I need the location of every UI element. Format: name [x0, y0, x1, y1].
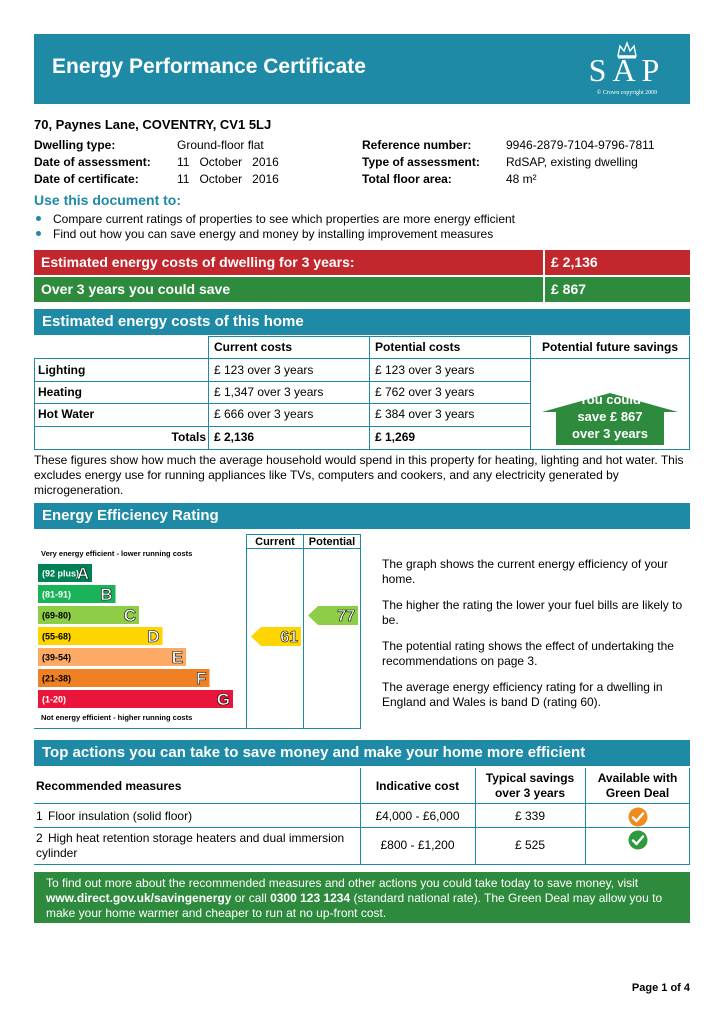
table-rule: [208, 336, 209, 450]
table-rule: [369, 336, 370, 450]
info-label: Total floor area:: [362, 172, 452, 186]
bullet-icon: [36, 216, 41, 221]
use-document-list: [34, 212, 515, 242]
info-label: Date of certificate:: [34, 172, 139, 186]
col-potential-label: Potential: [308, 536, 356, 548]
band-letter: A: [76, 564, 89, 583]
list-item-text: Compare current ratings of properties to see which properties are more energy efficient: [53, 212, 516, 226]
save-cost-bar: [34, 277, 690, 302]
footer-phone: 0300 123 1234: [270, 891, 351, 905]
bottom-caption: Not energy efficient - higher running costs: [41, 713, 193, 722]
footer-text: To find out more about the recommended measures and other actions you could take today to save money, visit: [46, 876, 639, 890]
rating-section-title: Energy Efficiency Rating: [34, 503, 690, 529]
measure-name-cont: cylinder: [36, 846, 78, 860]
info-row: [34, 138, 690, 155]
rating-description: [382, 557, 692, 721]
total-potential: £ 1,269: [375, 430, 416, 444]
estimated-cost-bar: [34, 250, 690, 275]
info-value: 48 m²: [506, 172, 537, 186]
potential-rating-value: 77: [337, 608, 355, 625]
info-value: RdSAP, existing dwelling: [506, 155, 638, 169]
info-value: 11 October 2016: [177, 155, 279, 169]
table-rule: [530, 358, 690, 359]
info-row: [34, 172, 690, 189]
current-cost: £ 123 over 3 years: [214, 363, 314, 377]
footer-text: make your home warmer and cheaper to run at no up-front cost.: [46, 906, 387, 920]
band-range: (69-80): [42, 610, 72, 621]
info-value: 11 October 2016: [177, 172, 279, 186]
band-range: (1-20): [42, 694, 67, 705]
list-item: [34, 212, 515, 227]
footer-info: [34, 872, 690, 923]
copyright-text: © Crown copyright 2009: [596, 90, 658, 96]
info-label: Date of assessment:: [34, 155, 151, 169]
costs-explanation: These figures show how much the average household would spend in this property for heating, lighting and hot water. This excludes energy use for running appliances like TVs, computers and cookers, and any electricity generated by microgeneration.: [34, 453, 684, 497]
potential-cost: £ 123 over 3 years: [375, 363, 475, 377]
list-item: [34, 227, 515, 242]
rating-desc-para: The graph shows the current energy efficiency of your home.: [382, 557, 668, 586]
estimated-cost-value: £ 2,136: [545, 250, 690, 275]
header-potential-costs: Potential costs: [375, 340, 461, 354]
measure-number: 2: [36, 831, 43, 845]
info-label: Dwelling type:: [34, 138, 116, 152]
savings-line: You could: [579, 392, 641, 407]
info-label: Reference number:: [362, 138, 472, 152]
info-value: Ground-floor flat: [177, 138, 264, 152]
use-document-title: Use this document to:: [34, 192, 182, 208]
header-current-costs: Current costs: [214, 340, 293, 354]
band-letter: B: [100, 585, 113, 604]
row-label: Hot Water: [38, 407, 95, 421]
current-cost: £ 1,347 over 3 years: [214, 385, 324, 399]
band-letter: C: [123, 606, 136, 625]
measure-cost: £800 - £1,200: [380, 838, 455, 852]
measure-name: High heat retention storage heaters and dual immersion: [48, 831, 345, 845]
rating-desc-para: The higher the rating the lower your fuel bills are likely to be.: [382, 598, 683, 627]
footer-text: (standard national rate). The Green Deal may allow you to: [350, 891, 663, 905]
table-rule: [34, 449, 690, 450]
total-current: £ 2,136: [214, 430, 255, 444]
band-g: [38, 690, 233, 708]
savings-line: save £ 867: [577, 409, 643, 424]
potential-cost: £ 762 over 3 years: [375, 385, 475, 399]
measure-number: 1: [36, 809, 43, 823]
property-info: [34, 138, 690, 189]
current-rating-value: 61: [280, 629, 298, 646]
row-label: Lighting: [38, 363, 86, 377]
band-range: (55-68): [42, 631, 72, 642]
band-range: (92 plus): [42, 568, 80, 579]
measure-name: Floor insulation (solid floor): [48, 809, 193, 823]
header-green-line: Available with: [597, 771, 678, 785]
totals-label: Totals: [171, 430, 206, 444]
header-future-savings: Potential future savings: [541, 340, 679, 354]
savings-callout: [540, 391, 680, 442]
measure-saving: £ 339: [514, 809, 546, 823]
col-current-label: Current: [255, 536, 295, 548]
property-address: 70, Paynes Lane, COVENTRY, CV1 5LJ: [34, 117, 272, 132]
estimated-cost-label: Estimated energy costs of dwelling for 3 years:: [34, 250, 543, 275]
green-check-icon: [628, 830, 648, 850]
potential-cost: £ 384 over 3 years: [375, 407, 475, 421]
measure-saving: £ 525: [514, 838, 546, 852]
band-range: (21-38): [42, 673, 72, 684]
row-label: Heating: [38, 385, 83, 399]
footer-text: or call: [231, 891, 271, 905]
band-letter: E: [171, 648, 183, 667]
header-savings: [475, 771, 585, 801]
savings-line: over 3 years: [572, 426, 648, 441]
band-letter: G: [216, 690, 230, 709]
footer-url-link[interactable]: www.direct.gov.uk/savingenergy: [46, 891, 232, 905]
table-rule: [34, 803, 690, 804]
header-savings-line: Typical savings: [485, 771, 575, 785]
rating-bands: [38, 564, 233, 709]
header-green-line: Green Deal: [605, 786, 670, 800]
info-value: 9946-2879-7104-9796-7811: [506, 138, 655, 152]
header-cost: Indicative cost: [375, 779, 460, 793]
rating-markers: [251, 606, 358, 646]
header-banner: [34, 34, 690, 104]
rating-desc-para: The average energy efficiency rating for a dwelling in England and Wales is band D (rating 60).: [382, 680, 663, 709]
table-rule: [34, 864, 690, 865]
band-letter: D: [147, 627, 160, 646]
header-savings-line: over 3 years: [494, 786, 566, 800]
save-cost-value: £ 867: [545, 277, 690, 302]
sap-logo: [582, 40, 672, 100]
save-cost-label: Over 3 years you could save: [34, 277, 543, 302]
measure-cost: £4,000 - £6,000: [375, 809, 460, 823]
bullet-icon: [36, 231, 41, 236]
info-label: Type of assessment:: [362, 155, 480, 169]
info-row: [34, 155, 690, 172]
orange-check-icon: [628, 807, 648, 827]
list-item-text: Find out how you can save energy and money by installing improvement measures: [53, 227, 494, 241]
header-green-deal: [585, 771, 690, 801]
rating-chart-svg: [34, 534, 364, 729]
top-caption: Very energy efficient - lower running costs: [41, 549, 193, 558]
table-rule: [34, 827, 690, 828]
costs-section-title: Estimated energy costs of this home: [34, 309, 690, 335]
current-cost: £ 666 over 3 years: [214, 407, 314, 421]
actions-section-title: Top actions you can take to save money and make your home more efficient: [34, 740, 690, 766]
measures-table: [34, 768, 690, 865]
band-range: (39-54): [42, 652, 72, 663]
rating-desc-para: The potential rating shows the effect of undertaking the recommendations on page 3.: [382, 639, 674, 668]
header-measures: Recommended measures: [36, 779, 182, 793]
sap-logo-text: SAP: [588, 52, 666, 88]
band-range: (81-91): [42, 589, 72, 600]
band-letter: F: [196, 669, 207, 688]
page-number: Page 1 of 4: [631, 982, 690, 994]
page-title: Energy Performance Certificate: [52, 55, 366, 78]
